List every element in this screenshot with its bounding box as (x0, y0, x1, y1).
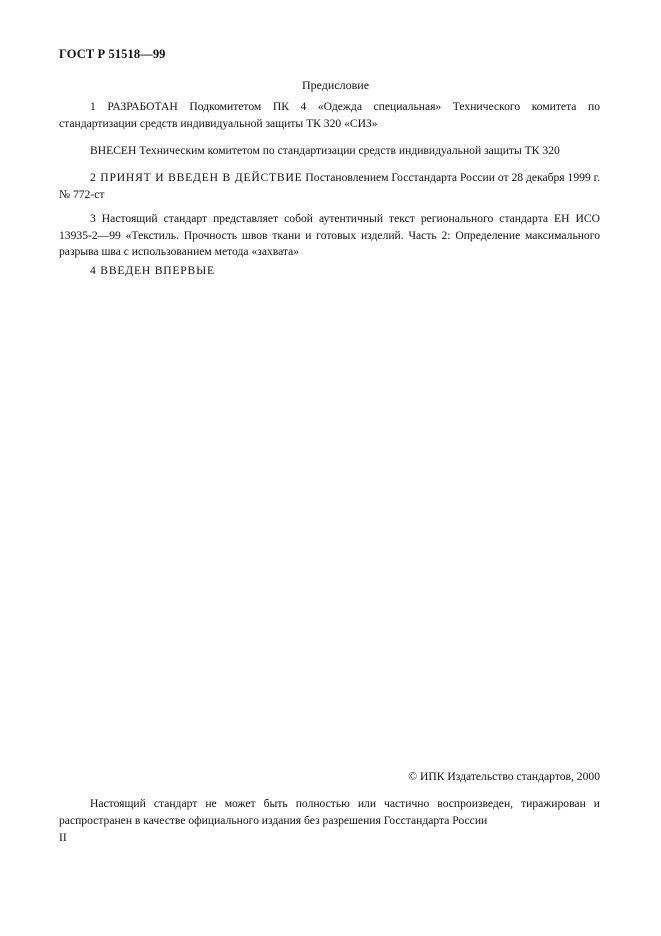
item-text: Подкомитетом ПК 4 «Одежда специальная» Технического комитета по стандартизации средств индивидуальной защиты ТК 320 «СИЗ» (59, 100, 600, 130)
item-lead: 3 (90, 212, 96, 225)
foreword-title: Предисловие (301, 78, 370, 92)
page-number: II (59, 831, 67, 844)
reproduction-notice: Настоящий стандарт не может быть полностью или частично воспроизведен, тиражирован и распространен в качестве официального издания без разрешения Госстандарта России (59, 797, 600, 827)
foreword-item-adopted (59, 170, 600, 203)
item-text: Техническим комитетом по стандартизации средств индивидуальной защиты ТК 320 (136, 144, 560, 157)
foreword-item-introduced (59, 143, 600, 160)
item-lead: 1 РАЗРАБОТАН (90, 100, 178, 113)
standard-code: ГОСТ Р 51518—99 (59, 47, 166, 61)
foreword-item-developed (59, 99, 600, 132)
foreword-item-first-introduced (59, 263, 600, 280)
item-text: Постановлением Госстандарта России от 28 декабря 1999 г. № 772-ст (59, 171, 600, 201)
copyright-line: © ИПК Издательство стандартов, 2000 (408, 770, 600, 783)
item-lead: 2 ПРИНЯТ И ВВЕДЕН В ДЕЙСТВИЕ (90, 171, 303, 184)
item-text: Настоящий стандарт представляет собой аутентичный текст регионального стандарта ЕН ИСО 13935-2—99 «Текстиль. Прочность швов ткани и готовых изделий. Часть 2: Определение максимального разрыва шва с использованием метода «захвата» (59, 212, 600, 258)
item-lead: 4 ВВЕДЕН ВПЕРВЫЕ (90, 264, 215, 277)
item-lead: ВНЕСЕН (90, 144, 137, 157)
foreword-item-authentic-text (59, 211, 600, 261)
